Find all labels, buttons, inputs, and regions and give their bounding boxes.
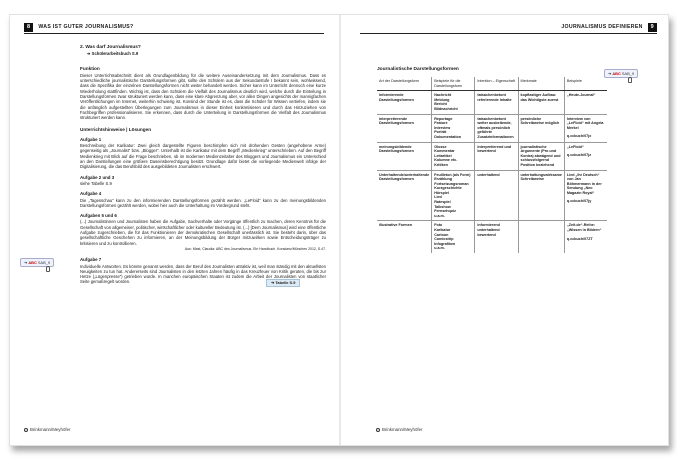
- beispiel-item: Kommentar: [434, 149, 455, 154]
- cell-beispiel: [564, 114, 607, 142]
- task-7-title: Aufgabe 7: [80, 257, 102, 263]
- hinweise-heading: Unterrichtshinweise | Lösungen: [80, 126, 152, 132]
- table-row: [377, 221, 607, 253]
- pin-arrow-icon: ➔: [608, 71, 612, 76]
- task-5-text: (...) Journalistinnen und Journalisten haben die Aufgabe, Sachverhalte oder Vorgänge öffentlich zu machen, deren Kenntnis für die Gesellschaft von allgemeiner, politischer, wirtschaftlicher oder kultureller Bedeutung ist. (...) [Dem Journalismus] wird eine öffentliche Aufgabe zugeschrieben, die für das Funktionieren der demokratischen Gesellschaft unerlässlich ist. Sie besteht darin, über das gesellschaftliche Geschehen zu informieren, an der Meinungsbildung der Bürger mitzuwirken sowie Entscheidungsträger zu kritisieren und zu kontrollieren.: [80, 219, 326, 246]
- beispiel-item: Glosse: [434, 144, 447, 149]
- media-pin-right[interactable]: [604, 69, 638, 78]
- table-header: Merkmale: [518, 77, 564, 91]
- page-number-right: 9: [648, 23, 657, 32]
- task-2-text: siehe Tabelle S.9: [80, 180, 112, 186]
- running-title-left: WAS IST GUTER JOURNALISMUS?: [38, 24, 134, 30]
- task-1-title: Aufgabe 1: [80, 136, 102, 142]
- media-code-link[interactable]: q.ccbuch/07jx: [566, 134, 592, 139]
- beispiel-item: Feature: [434, 121, 448, 126]
- cell-art: illustrative Formen: [377, 221, 432, 253]
- book-spread: [9, 14, 669, 446]
- cell-beispiele: [432, 114, 475, 142]
- cell-merkmale: persönliche Schreibweise möglich: [518, 114, 564, 142]
- cell-merkmale: unterhaltungswirksame Schreibweise: [518, 170, 564, 221]
- cell-beispiele: [432, 91, 475, 114]
- footer-right-text: Brinkmann/Meyhöfer: [382, 427, 423, 432]
- cell-beispiele: [432, 221, 475, 253]
- table-row: [377, 170, 607, 221]
- beispiel-item: Ratespiel: [434, 200, 451, 205]
- book-gutter: [339, 15, 341, 445]
- cell-beispiel: [564, 170, 607, 221]
- beispiel-item: Infografiken: [434, 241, 456, 246]
- beispiel-item: Leitartikel: [434, 153, 452, 158]
- beispiel-item: Bericht: [434, 102, 447, 107]
- left-page-content: [80, 45, 326, 285]
- pin-page: SAB_9: [621, 71, 635, 76]
- pin-arrow-icon: ➔: [24, 260, 28, 265]
- copyright-icon: [376, 428, 380, 432]
- cell-intention: informierend unterhaltend bewertend: [475, 221, 518, 253]
- table-header: Beispiele: [564, 77, 607, 91]
- cell-art: Unterhaltende/unterhaltende Darstellungsformen: [377, 170, 432, 221]
- task-7-text: Individuelle Antworten. Es könnte genannt werden, dass der Beruf des Journalisten attraktiv ist, weil man ständig mit den aktuellsten Neuigkeiten zu tun hat. Andererseits sind Journalisten in den letzten Jahren häufig in das Kreuzfeuer von Kritik geraten, die bis zur Hetze („Lügenpresse“) getrieben wurde. In manchen europäischen Staaten ist zudem die Arbeit der Journalisten von staatlicher Seite gemaßregelt worden.: [80, 263, 326, 285]
- hand-cursor-icon: [46, 266, 50, 272]
- beispiel-item: Kritiken: [434, 162, 448, 167]
- example-text: „Zeit.de“-Reihe: „Wissen in Bildern“: [566, 223, 602, 233]
- beispiel-item: Feuilleton (als Form): [434, 172, 471, 177]
- cell-art: meinungsbildende Darstellungsformen: [377, 142, 432, 170]
- question-heading: 2. Was darf Journalismus?: [80, 45, 141, 50]
- table-header: Beispiele für die Darstellungsform: [432, 77, 475, 91]
- task-1-text: Beschreibung der Karikatur: Zwei gleich dargestellte Figuren beschimpfen sich mit drohenden Gesten (angehobene Arme) gegenseitig als „Journalist“ bzw. „Blogger“. Unterhalb ist die Karikatur mit dem Begriff „Medienkrieg“ unterschrieben. Auf den Begriff Medienkrieg mit Blick auf die Frage beschrieben, ob im modernen Medienzeitalter des Bloggers und Journalismus ein Unterschied an den Darstellungen eine größere Daseinsberechtigung besitzt. Grundlage dafür bietet die vorliegende Medienwelt infolge der Digitalisierung, die das Berufsbild des ausgebildeten Journalisten erschwert.: [80, 143, 326, 170]
- beispiel-item: Bildnachricht: [434, 106, 458, 111]
- pin-code: ABC: [612, 71, 621, 76]
- footer-right: [376, 427, 423, 432]
- task-5-title: Aufgaben 5 und 6: [80, 213, 117, 219]
- running-title-right: JOURNALISMUS DEFINIEREN: [561, 24, 643, 30]
- page-number-left: 8: [24, 23, 33, 32]
- darstellungsformen-table: [377, 77, 607, 253]
- example-text: „Heute-Journal“: [566, 93, 596, 98]
- task-2-title: Aufgabe 2 und 3: [80, 174, 115, 180]
- cell-beispiele: [432, 170, 475, 221]
- task-4-title: Aufgabe 4: [80, 191, 102, 197]
- cell-beispiel: [564, 142, 607, 170]
- table-header: Intention – Eigenschaft: [475, 77, 518, 91]
- footer-left-text: Brinkmann/Meyhöfer: [30, 427, 71, 432]
- cell-art: informierende Darstellungsformen: [377, 91, 432, 114]
- beispiel-item: Lied: [434, 195, 442, 200]
- cell-intention: interpretierend und bewertend: [475, 142, 518, 170]
- cell-intention: tatsachenbetont weiter ausbeitende, oftmals persönlich geführte Zusatzinformationen: [475, 114, 518, 142]
- beispiel-item: Meldung: [434, 97, 450, 102]
- beispiel-item: Nachricht: [434, 93, 452, 98]
- funktion-heading: Funktion: [80, 65, 100, 71]
- beispiel-item: Porträt: [434, 130, 447, 135]
- beispiel-item: Erzählung: [434, 177, 453, 182]
- beispiel-item: Dokumentation: [434, 134, 462, 139]
- cell-merkmale: journalistische Argumente (Pro und Kontra) abwägend und schlussfolgernd Position beziehend: [518, 142, 564, 170]
- beispiel-item: Fernsehquiz: [434, 209, 456, 214]
- beispiel-item: Kolumne etc.: [434, 158, 458, 163]
- task-4-text: Die „Tagesschau“ kann zu den informierenden Darstellungsformen gezählt werden. „LeFloid“ kann zu den meinungsbildenden Darstellungsformen gezählt werden, wobei hier auch die Unterhaltung im Vordergrund steht.: [80, 197, 326, 208]
- beispiel-item: u.a.m.: [434, 246, 445, 251]
- beispiel-item: Reportage: [434, 116, 453, 121]
- beispiel-item: Interview: [434, 125, 451, 130]
- table-title: Journalistische Darstellungsformen: [377, 67, 459, 72]
- beispiel-item: Foto: [434, 223, 443, 228]
- cell-beispiele: [432, 142, 475, 170]
- workbook-reference: ➔ Schülerarbeitsbuch S.9: [87, 51, 139, 57]
- beispiel-item: Cartoon: [434, 232, 449, 237]
- media-code-link[interactable]: q.ccbuch/07ZT: [566, 236, 593, 241]
- beispiel-item: Comicstrip: [434, 237, 454, 242]
- quote-source: Aus: Mast, Claudia: ABC des Journalismus. Ein Handbuch. Konstanz/München 2012, S.47.: [184, 246, 326, 251]
- funktion-text: Dieser Unterrichtsabschnitt dient als Grundlagenbildung für die weitere Auseinandersetzung mit dem Journalismus. Dass es unterschiedliche journalistische Darstellungsformen gibt, sollte den Schülern aus der Sekundarstufe I bekannt sein, wohlwissend, dass die Spezifika der einzelnen Darstellungsformen nicht weiter behandelt werden. Sicher kann im Unterricht dennoch eine kurze Wiederholung stattfinden. Wichtig ist, dass den Schülern die Vielfalt des Journalismus deutlich wird, welche durch die Einteilung in Darstellungsformen zwar strukturiert werden kann, dass eine klare Abgrenzung aber, vor allen Dingen angesichts der mannigfachen Veröffentlichungen im Internet, weiterhin schwierig ist. Konsind der Stunde ist es, dass die Schüler für Wissen vertiefen, indem sie die anfänglich aufgestellten Überlegungen zum Journalismus in dieser Einheit konkretisieren und durch das Hinzuziehen von Fachbegriffen professionalisieren. Sie erkennen, dass durch die Unterteilung in Darstellungsformen die Vielfalt des Journalismus strukturiert werden kann.: [80, 72, 326, 121]
- beispiel-item: Kurzgeschichte: [434, 186, 462, 191]
- table-row: [377, 114, 607, 142]
- table-header-row: [377, 77, 607, 91]
- beispiel-item: Talkshow: [434, 204, 451, 209]
- cell-beispiel: [564, 91, 607, 114]
- table-row: [377, 91, 607, 114]
- table-row: [377, 142, 607, 170]
- cell-beispiel: [564, 221, 607, 253]
- example-text: Lied „Ihr Deutsch“ von Jan Böhmermann in der Sendung „Neo Magazin Royal“: [566, 172, 602, 195]
- beispiel-item: Hörspiel: [434, 190, 449, 195]
- cell-merkmale: [518, 221, 564, 253]
- table-header: Art der Darstellungsform: [377, 77, 432, 91]
- pin-code: ABC: [28, 260, 37, 265]
- cell-intention: tatsachenbetont referierende Inhalte: [475, 91, 518, 114]
- header-left: [24, 21, 324, 34]
- cell-merkmale: kopflastiger Aufbau: das Wichtigste zuerst: [518, 91, 564, 114]
- copyright-icon: [24, 428, 28, 432]
- beispiel-item: u.a.m.: [434, 213, 445, 218]
- beispiel-item: Karikatur: [434, 228, 451, 233]
- media-code-link[interactable]: q.ccbuch/07jz: [566, 153, 592, 158]
- cell-art: interpretierende Darstellungsformen: [377, 114, 432, 142]
- media-code-link[interactable]: q.ccbuch/07jy: [566, 199, 592, 204]
- hand-cursor-icon: [628, 77, 632, 83]
- tabelle-reference-box[interactable]: ➔ Tabelle S.9: [266, 279, 300, 287]
- cell-intention: unterhaltend: [475, 170, 518, 221]
- footer-left: [24, 427, 71, 432]
- header-right: [360, 21, 657, 34]
- example-text: Interview von „LeFloid“ mit Angela Merkel: [566, 116, 604, 130]
- example-text: „LeFloid“: [566, 144, 584, 149]
- beispiel-item: Fortsetzungsroman: [434, 181, 469, 186]
- pin-page: SAB_9: [37, 260, 51, 265]
